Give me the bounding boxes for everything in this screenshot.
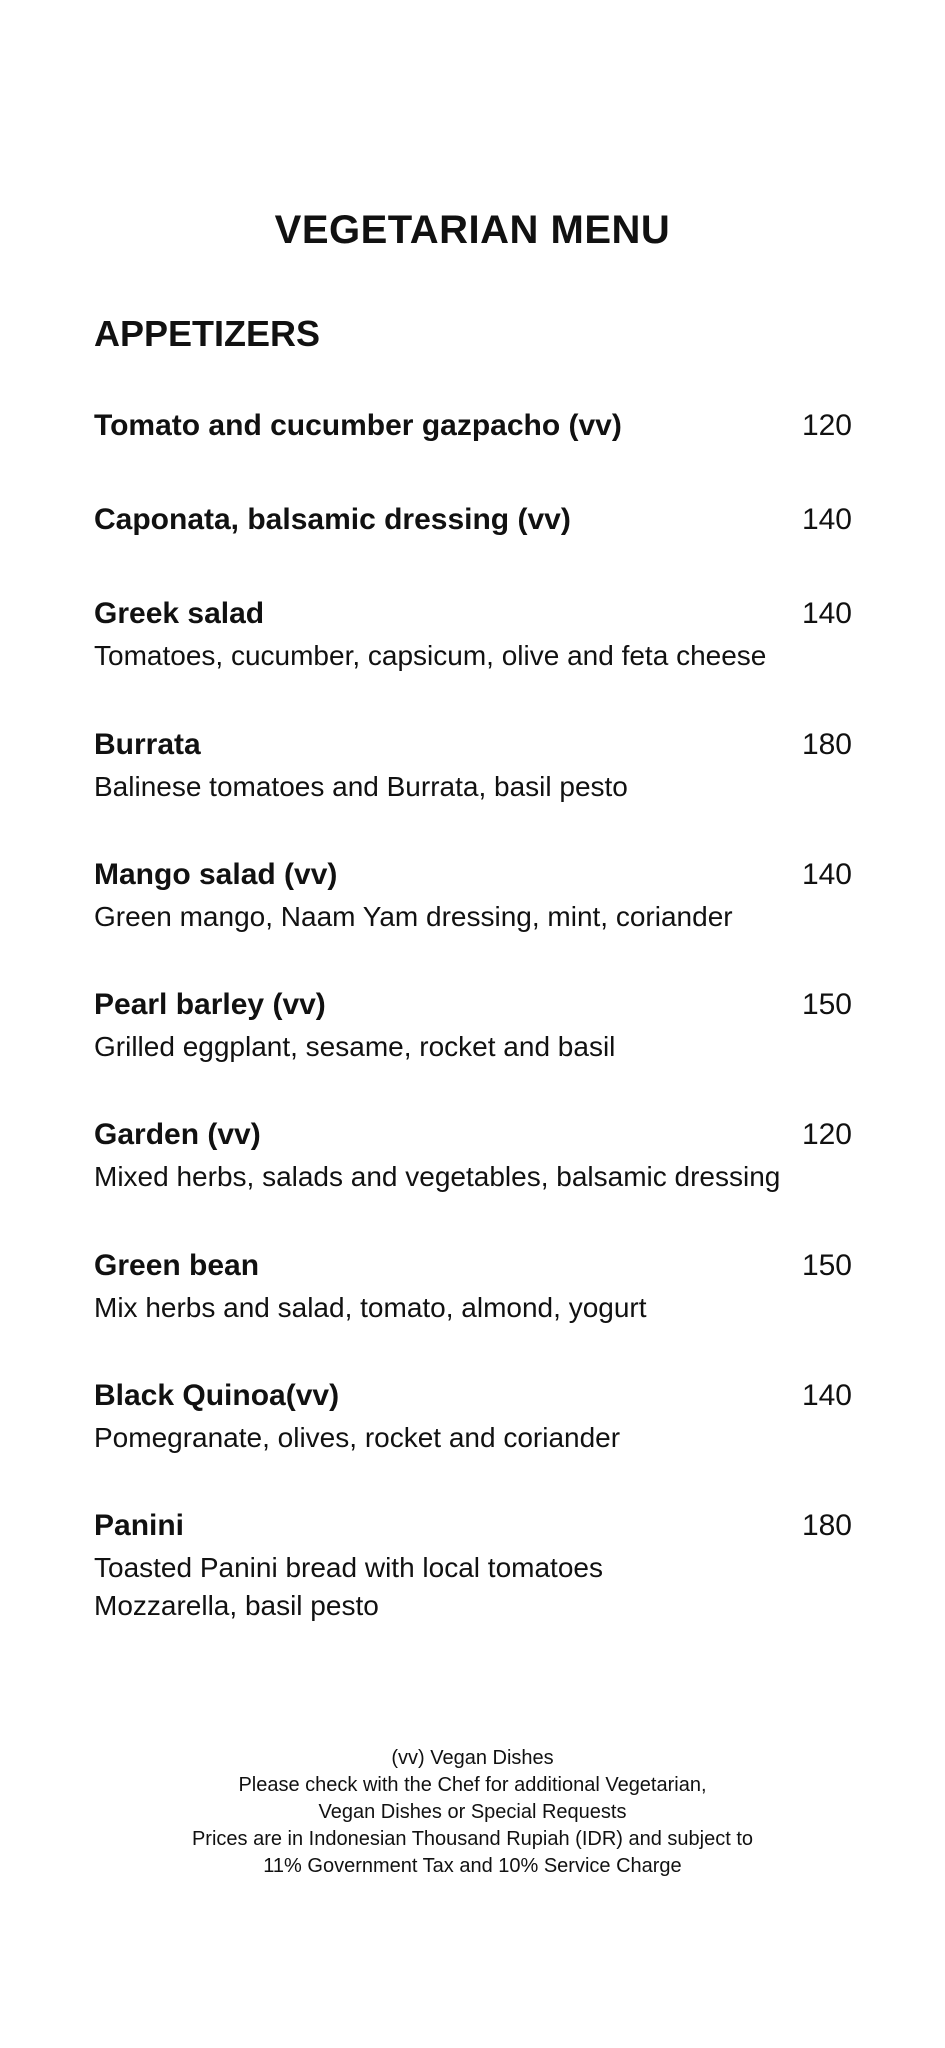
item-name: Panini <box>94 1509 185 1542</box>
item-description: Mix herbs and salad, tomato, almond, yogurt <box>94 1292 647 1323</box>
item-price: 180 <box>801 1509 852 1542</box>
item-description: Green mango, Naam Yam dressing, mint, coriander <box>94 901 733 932</box>
item-name: Caponata, balsamic dressing (vv) <box>94 503 571 536</box>
menu-item <box>94 1509 852 1625</box>
footer-line: Vegan Dishes or Special Requests <box>318 1801 627 1823</box>
item-price: 150 <box>801 1249 852 1282</box>
menu-item <box>94 1118 852 1196</box>
item-name: Tomato and cucumber gazpacho (vv) <box>94 409 622 442</box>
item-price: 140 <box>801 1379 852 1412</box>
menu-item <box>94 1379 852 1457</box>
menu-title: VEGETARIAN MENU <box>274 208 671 252</box>
item-name: Pearl barley (vv) <box>94 988 326 1021</box>
footer-line: Prices are in Indonesian Thousand Rupiah (IDR) and subject to <box>191 1828 754 1850</box>
item-name: Black Quinoa(vv) <box>94 1379 340 1412</box>
item-price: 180 <box>801 728 852 761</box>
footer-line: Please check with the Chef for additional Vegetarian, <box>238 1774 707 1796</box>
item-name: Burrata <box>94 728 201 761</box>
menu-item <box>94 988 852 1066</box>
item-name: Greek salad <box>94 597 265 630</box>
item-name: Garden (vv) <box>94 1118 261 1151</box>
menu-item <box>94 858 852 936</box>
menu-item <box>94 409 852 449</box>
item-price: 140 <box>801 503 852 536</box>
menu-item <box>94 597 852 675</box>
footer-line: 11% Government Tax and 10% Service Charge <box>263 1855 682 1877</box>
menu-footer-notes <box>0 1745 945 1880</box>
footer-line: (vv) Vegan Dishes <box>391 1747 554 1769</box>
item-description: Mozzarella, basil pesto <box>94 1590 379 1621</box>
item-price: 120 <box>801 409 852 442</box>
item-price: 140 <box>801 858 852 891</box>
item-price: 120 <box>801 1118 852 1151</box>
item-description: Pomegranate, olives, rocket and coriander <box>94 1422 621 1453</box>
item-description: Tomatoes, cucumber, capsicum, olive and feta cheese <box>94 640 767 671</box>
item-description: Toasted Panini bread with local tomatoes <box>94 1552 603 1583</box>
item-name: Mango salad (vv) <box>94 858 338 891</box>
menu-item <box>94 503 852 543</box>
section-title-appetizers: APPETIZERS <box>94 313 321 354</box>
item-name: Green bean <box>94 1249 260 1282</box>
item-price: 150 <box>801 988 852 1021</box>
item-price: 140 <box>801 597 852 630</box>
menu-item <box>94 1249 852 1327</box>
item-description: Balinese tomatoes and Burrata, basil pesto <box>94 771 628 802</box>
item-description: Mixed herbs, salads and vegetables, balsamic dressing <box>94 1161 781 1192</box>
item-description: Grilled eggplant, sesame, rocket and basil <box>94 1031 616 1062</box>
menu-item <box>94 728 852 806</box>
